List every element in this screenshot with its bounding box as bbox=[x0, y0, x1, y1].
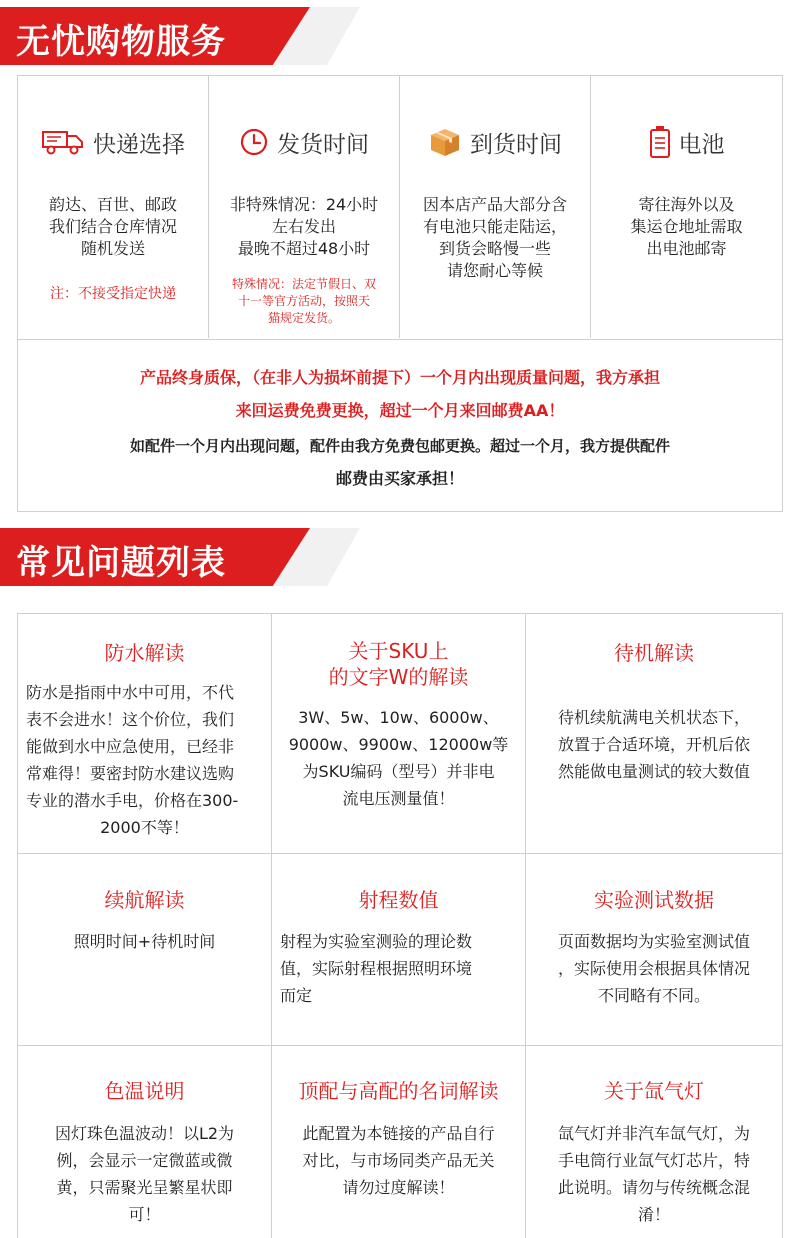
faq-text-line: 黄，只需聚光呈繁星状即 bbox=[56, 1178, 233, 1197]
faq-cell-range bbox=[272, 854, 526, 1046]
faq-text-line: 此说明。请勿与传统概念混 bbox=[557, 1178, 750, 1197]
faq-cell-sku bbox=[272, 614, 526, 854]
faq-text-line: 常难得！要密封防水建议选购 bbox=[26, 764, 235, 783]
faq-text-line: 页面数据均为实验室测试值 bbox=[557, 932, 750, 951]
faq-text-line: 例，会显示一定微蓝或微 bbox=[56, 1151, 233, 1170]
faq-text-line: 9000w、9900w、12000w等 bbox=[288, 735, 509, 754]
warranty-red-line: 来回运费免费更换，超过一个月来回邮费AA！ bbox=[235, 401, 565, 420]
faq-text bbox=[26, 1120, 263, 1228]
service-col-body bbox=[599, 194, 774, 260]
body-line: 随机发送 bbox=[80, 239, 145, 258]
body-line: 有电池只能走陆运， bbox=[422, 217, 567, 236]
faq-text-line: 可！ bbox=[128, 1205, 161, 1224]
faq-text-line: 手电筒行业氙气灯芯片，特 bbox=[557, 1151, 750, 1170]
faq-text-line: 防水是指雨中水中可用，不代 bbox=[26, 683, 235, 702]
faq-text-line: 能做到水中应急使用，已经非 bbox=[26, 737, 235, 756]
warranty-black-line: 邮费由买家承担！ bbox=[335, 469, 464, 488]
faq-text-line: 待机续航满电关机状态下， bbox=[557, 708, 750, 727]
faq-text-line: ，实际使用会根据具体情况 bbox=[557, 959, 750, 978]
faq-text-line: 2000不等！ bbox=[100, 818, 189, 837]
faq-text-line: 放置于合适环境，开机后依 bbox=[557, 735, 750, 754]
faq-title bbox=[272, 638, 525, 690]
service-col-label: 电池 bbox=[678, 131, 725, 158]
body-line: 左右发出 bbox=[271, 217, 336, 236]
faq-title-line: 关于SKU上 bbox=[348, 639, 449, 663]
faq-text bbox=[26, 928, 263, 955]
faq-text-line: 照明时间+待机时间 bbox=[73, 932, 216, 951]
body-line: 我们结合仓库情况 bbox=[48, 217, 177, 236]
faq-title: 实验测试数据 bbox=[594, 888, 714, 912]
faq-text-line: 此配置为本链接的产品自行 bbox=[302, 1124, 495, 1143]
clock-icon bbox=[239, 127, 269, 157]
faq-text-line: 淆！ bbox=[637, 1205, 670, 1224]
faq-cell-config-terms bbox=[272, 1046, 526, 1238]
warranty-red-block bbox=[18, 364, 782, 425]
faq-text-line: 专业的潜水手电，价格在300- bbox=[26, 791, 239, 810]
faq-title: 待机解读 bbox=[614, 641, 694, 665]
faq-section-header bbox=[0, 528, 800, 586]
body-line: 请您耐心等候 bbox=[446, 261, 543, 280]
service-section-header bbox=[0, 7, 800, 65]
faq-text-line: 氙气灯并非汽车氙气灯，为 bbox=[557, 1124, 750, 1143]
faq-section-title: 常见问题列表 bbox=[16, 543, 226, 583]
note-line: 特殊情况：法定节假日、双 bbox=[231, 277, 376, 291]
service-columns bbox=[18, 76, 782, 338]
service-col-arrival bbox=[400, 76, 591, 338]
service-col-label: 到货时间 bbox=[470, 131, 562, 158]
body-line: 最晚不超过48小时 bbox=[237, 239, 371, 258]
service-col-note bbox=[215, 276, 393, 327]
faq-cell-runtime bbox=[18, 854, 272, 1046]
faq-title: 色温说明 bbox=[104, 1079, 185, 1103]
service-col-header bbox=[400, 124, 590, 160]
faq-text-line: 值，实际射程根据照明环境 bbox=[280, 959, 473, 978]
faq-text-line: 然能做电量测试的较大数值 bbox=[557, 762, 750, 781]
faq-text-line: 射程为实验室测验的理论数 bbox=[280, 932, 473, 951]
faq-text-line: 因灯珠色温波动！以L2为 bbox=[54, 1124, 235, 1143]
faq-text bbox=[534, 704, 774, 785]
service-col-label: 快递选择 bbox=[93, 131, 185, 158]
faq-text-line: 流电压测量值！ bbox=[342, 789, 455, 808]
faq-cell-xenon bbox=[526, 1046, 782, 1238]
service-col-header bbox=[18, 124, 208, 160]
warranty-notice bbox=[18, 339, 782, 512]
faq-grid bbox=[17, 613, 783, 1238]
warranty-black-line: 如配件一个月内出现问题，配件由我方免费包邮更换。超过一个月，我方提供配件 bbox=[129, 437, 670, 455]
service-col-body bbox=[217, 194, 391, 260]
faq-text-line: 而定 bbox=[280, 986, 313, 1005]
faq-text-line: 请勿过度解读！ bbox=[342, 1178, 455, 1197]
faq-text bbox=[280, 928, 517, 1009]
note-line: 十一等官方活动，按照天 bbox=[237, 294, 370, 308]
faq-text-line: 3W、5w、10w、6000w、 bbox=[298, 708, 499, 727]
faq-text-line: 对比，与市场同类产品无关 bbox=[302, 1151, 495, 1170]
body-line: 出电池邮寄 bbox=[646, 239, 727, 258]
service-col-label: 发货时间 bbox=[277, 131, 369, 158]
truck-icon bbox=[41, 127, 85, 157]
battery-icon bbox=[649, 125, 671, 159]
service-col-header bbox=[591, 124, 782, 160]
body-line: 寄往海外以及 bbox=[638, 195, 735, 214]
faq-text bbox=[280, 704, 517, 812]
faq-text bbox=[280, 1120, 517, 1201]
warranty-black-block bbox=[18, 432, 782, 493]
service-col-note: 注：不接受指定快递 bbox=[50, 286, 176, 302]
package-icon bbox=[428, 126, 462, 158]
faq-title: 顶配与高配的名词解读 bbox=[298, 1079, 499, 1103]
service-col-battery bbox=[591, 76, 782, 338]
faq-cell-color-temp bbox=[18, 1046, 272, 1238]
faq-title: 射程数值 bbox=[358, 888, 439, 912]
body-line: 到货会略慢一些 bbox=[438, 239, 551, 258]
service-col-body bbox=[408, 194, 582, 282]
body-line: 因本店产品大部分含 bbox=[422, 195, 567, 214]
service-col-express bbox=[18, 76, 209, 338]
note-line: 猫规定发货。 bbox=[267, 311, 340, 325]
faq-text bbox=[534, 928, 774, 1009]
body-line: 集运仓地址需取 bbox=[630, 217, 743, 236]
faq-text bbox=[534, 1120, 774, 1228]
service-col-body bbox=[26, 194, 200, 260]
service-col-ship-time bbox=[209, 76, 400, 338]
faq-text-line: 表不会进水！这个价位，我们 bbox=[26, 710, 235, 729]
faq-title: 续航解读 bbox=[104, 888, 185, 912]
service-section-title: 无忧购物服务 bbox=[16, 22, 226, 62]
faq-cell-waterproof bbox=[18, 614, 272, 854]
faq-text-line: 不同略有不同。 bbox=[597, 986, 710, 1005]
faq-text-line: 为SKU编码（型号）并非电 bbox=[302, 762, 495, 781]
faq-cell-standby bbox=[526, 614, 782, 854]
faq-title: 防水解读 bbox=[104, 641, 185, 665]
faq-title-line: 的文字W的解读 bbox=[328, 665, 469, 689]
faq-text bbox=[26, 679, 263, 841]
body-line: 韵达、百世、邮政 bbox=[48, 195, 177, 214]
service-col-header bbox=[209, 124, 399, 160]
faq-title: 关于氙气灯 bbox=[604, 1079, 704, 1103]
warranty-red-line: 产品终身质保，（在非人为损坏前提下）一个月内出现质量问题，我方承担 bbox=[139, 368, 660, 387]
faq-cell-lab-data bbox=[526, 854, 782, 1046]
body-line: 非特殊情况：24小时 bbox=[229, 195, 379, 214]
service-box bbox=[17, 75, 783, 512]
